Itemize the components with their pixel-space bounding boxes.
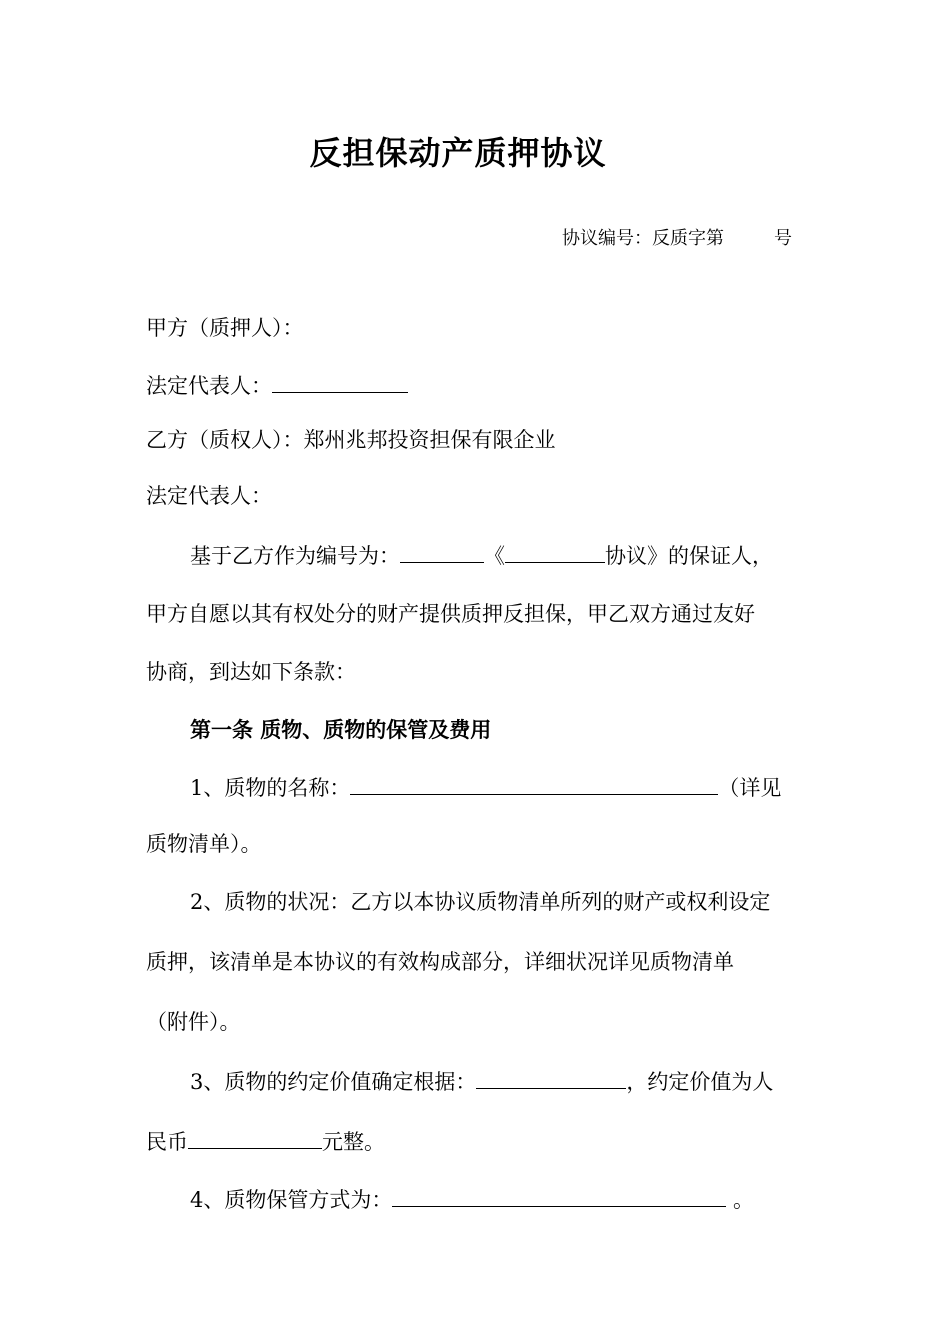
intro-text-a: 基于乙方作为编号为： <box>190 544 400 568</box>
item-3-text: ，约定价值为人 <box>626 1070 774 1094</box>
contract-name-blank[interactable] <box>505 540 605 563</box>
article-1-item-2-line-1: 2、质物的状况：乙方以本协议质物清单所列的财产或权利设定 <box>190 890 771 914</box>
item-3-unit: 元整。 <box>322 1130 385 1154</box>
intro-line-1 <box>190 540 773 570</box>
contract-number-blank[interactable] <box>400 540 484 563</box>
article-1-item-3 <box>190 1066 773 1096</box>
document-title: 反担保动产质押协议 <box>309 134 607 172</box>
article-1-item-1-cont: 质物清单）。 <box>146 832 262 856</box>
intro-text-c: 协议》的保证人， <box>605 544 773 568</box>
party-a-rep-blank[interactable] <box>272 370 408 393</box>
agreement-number-prefix: 协议编号：反质字第 <box>562 228 724 249</box>
party-a-representative <box>146 370 408 400</box>
item-4-end: 。 <box>726 1188 755 1212</box>
article-1-item-1 <box>190 772 781 802</box>
party-b-representative: 法定代表人： <box>146 484 272 508</box>
party-a-label: 甲方（质押人）： <box>146 316 304 340</box>
party-a-rep-label: 法定代表人： <box>146 374 272 398</box>
intro-line-2: 甲方自愿以其有权处分的财产提供质押反担保，甲乙双方通过友好 <box>146 602 755 626</box>
valuation-basis-blank[interactable] <box>476 1066 626 1089</box>
article-1-item-2-line-3: （附件）。 <box>146 1010 241 1034</box>
item-4-label: 4、质物保管方式为： <box>190 1188 393 1212</box>
article-1-item-2-line-2: 质押，该清单是本协议的有效构成部分，详细状况详见质物清单 <box>146 950 734 974</box>
article-1-item-4 <box>190 1184 754 1214</box>
intro-text-b: 《 <box>484 544 505 568</box>
intro-line-3: 协商，到达如下条款： <box>146 660 356 684</box>
amount-blank[interactable] <box>188 1126 322 1149</box>
item-1-note: （详见 <box>718 776 782 800</box>
custody-method-blank[interactable] <box>392 1184 726 1207</box>
item-3-label: 3、质物的约定价值确定根据： <box>190 1070 477 1094</box>
party-b-label: 乙方（质权人）：郑州兆邦投资担保有限企业 <box>146 428 556 452</box>
item-3-currency: 民币 <box>146 1130 188 1154</box>
item-1-label: 1、质物的名称： <box>190 776 351 800</box>
agreement-number-suffix: 号 <box>774 228 792 249</box>
agreement-number <box>562 224 792 250</box>
article-1-heading: 第一条 质物、质物的保管及费用 <box>190 718 492 742</box>
pledge-name-blank[interactable] <box>350 772 718 795</box>
article-1-item-3-cont <box>146 1126 385 1156</box>
